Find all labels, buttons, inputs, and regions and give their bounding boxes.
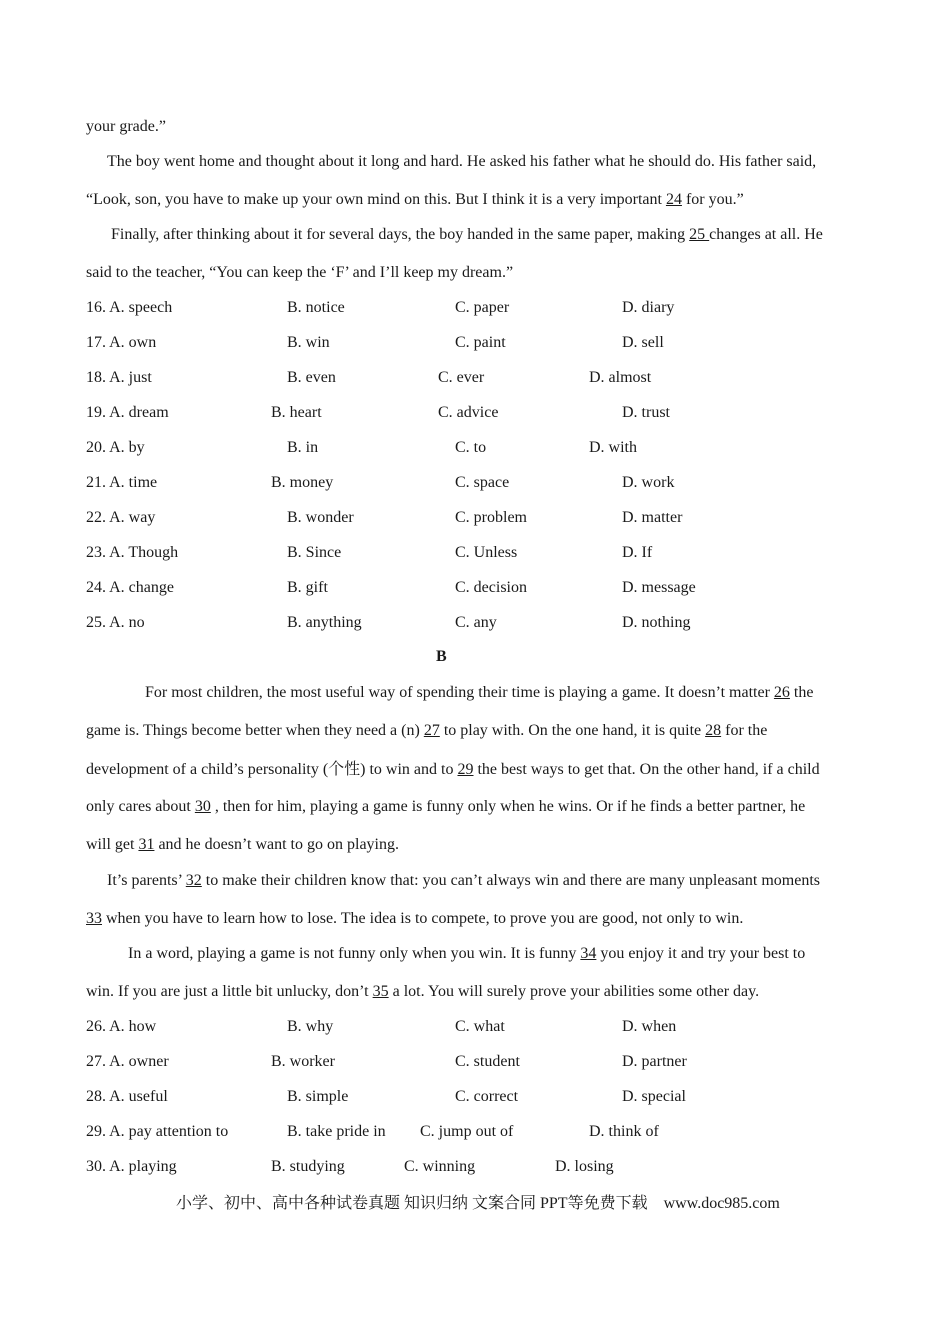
option-a: 19. A. dream [86,404,169,421]
section-heading: B [436,648,447,665]
passage-text: only cares about [86,798,195,815]
option-d: D. nothing [622,614,691,631]
option-d: D. with [589,439,637,456]
passage-text: the best ways to get that. On the other hand, if a child [473,761,820,778]
blank-number: 29 [457,761,474,778]
passage-text: will get [86,836,139,853]
page-footer: 小学、初中、高中各种试卷真题 知识归纳 文案合同 PPT等免费下载 www.doc985.com [176,1195,780,1212]
passage-text: when you have to learn how to lose. The idea is to compete, to prove you are good, not only to win. [102,910,744,927]
blank-number: 35 [372,983,389,1000]
option-b: B. notice [287,299,345,316]
option-a: 21. A. time [86,474,158,491]
option-a: 25. A. no [86,614,145,631]
option-b: B. Since [287,544,342,561]
option-c: C. student [455,1053,520,1070]
option-a: 29. A. pay attention to [86,1123,229,1140]
passage-text: It’s parents’ [107,872,186,889]
option-d: D. partner [622,1053,687,1070]
passage-text: game is. Things become better when they need a (n) [86,722,424,739]
passage-line [111,225,823,245]
option-b: B. win [287,334,330,351]
option-d: D. matter [622,509,683,526]
passage-line [86,982,759,1002]
option-a: 28. A. useful [86,1088,168,1105]
passage-text: changes at all. He [709,226,823,243]
passage-text: , then for him, playing a game is funny only when he wins. Or if he finds a better partner, he [210,798,806,815]
option-c: C. any [455,614,497,631]
passage-line [86,797,805,817]
passage-line [86,263,513,283]
passage-text: for you.” [681,191,744,208]
blank-number: 26 [773,684,790,701]
option-b: B. gift [287,579,328,596]
option-c: C. problem [455,509,527,526]
option-c: C. paper [455,299,510,316]
option-a: 27. A. owner [86,1053,169,1070]
option-a: 22. A. way [86,509,156,526]
passage-text: your grade.” [86,118,166,135]
passage-line [86,835,399,855]
option-d: D. work [622,474,675,491]
option-d: D. message [622,579,696,596]
passage-text: win. If you are just a little bit unlucky, don’t [86,983,373,1000]
option-c: C. to [455,439,487,456]
option-c: C. paint [455,334,506,351]
passage-text: to make their children know that: you can’t always win and there are many unpleasant moments [201,872,820,889]
option-c: C. jump out of [420,1123,514,1140]
option-c: C. what [455,1018,505,1035]
option-b: B. anything [287,614,362,631]
option-c: C. advice [438,404,499,421]
passage-line [145,683,813,703]
option-a: 17. A. own [86,334,157,351]
option-b: B. heart [271,404,322,421]
passage-line [86,760,820,780]
option-b: B. why [287,1018,334,1035]
blank-number: 31 [138,836,155,853]
option-b: B. studying [271,1158,345,1175]
option-c: C. winning [404,1158,476,1175]
option-a: 16. A. speech [86,299,173,316]
option-d: D. almost [589,369,652,386]
option-a: 18. A. just [86,369,152,386]
option-d: D. think of [589,1123,659,1140]
passage-text: said to the teacher, “You can keep the ‘F’ and I’ll keep my dream.” [86,264,514,281]
option-b: B. worker [271,1053,335,1070]
option-c: C. correct [455,1088,519,1105]
passage-text: Finally, after thinking about it for several days, the boy handed in the same paper, making [111,226,690,243]
passage-text: you enjoy it and try your best to [596,945,806,962]
option-a: 23. A. Though [86,544,179,561]
passage-line [86,117,166,137]
blank-number: 32 [185,872,202,889]
blank-number: 25 [689,226,710,243]
option-c: C. Unless [455,544,518,561]
blank-number: 34 [580,945,597,962]
option-d: D. special [622,1088,686,1105]
option-a: 30. A. playing [86,1158,177,1175]
passage-text: development of a child’s personality (个性) to win and to [86,761,458,778]
passage-text: the [789,684,814,701]
passage-text: for the [721,722,768,739]
option-d: D. losing [555,1158,614,1175]
passage-line [86,190,744,210]
option-c: C. decision [455,579,527,596]
option-b: B. wonder [287,509,354,526]
option-d: D. trust [622,404,670,421]
option-d: D. If [622,544,653,561]
passage-text: and he doesn’t want to go on playing. [154,836,399,853]
passage-line [86,909,743,929]
passage-text: For most children, the most useful way of spending their time is playing a game. It doesn’t matter [145,684,774,701]
passage-text: In a word, playing a game is not funny only when you win. It is funny [128,945,581,962]
option-d: D. sell [622,334,664,351]
passage-text: The boy went home and thought about it long and hard. He asked his father what he should do. His father said, [107,153,817,170]
passage-text: “Look, son, you have to make up your own mind on this. But I think it is a very important [86,191,666,208]
blank-number: 30 [194,798,211,815]
passage-line [107,152,816,172]
option-b: B. in [287,439,319,456]
option-a: 24. A. change [86,579,174,596]
option-b: B. take pride in [287,1123,386,1140]
passage-line [86,721,767,741]
option-d: D. when [622,1018,677,1035]
option-c: C. space [455,474,510,491]
passage-text: to play with. On the one hand, it is quite [439,722,706,739]
passage-text: a lot. You will surely prove your abilities some other day. [388,983,760,1000]
option-a: 26. A. how [86,1018,157,1035]
passage-line [107,871,820,891]
blank-number: 28 [705,722,722,739]
blank-number: 24 [665,191,682,208]
option-c: C. ever [438,369,485,386]
option-a: 20. A. by [86,439,145,456]
blank-number: 27 [423,722,440,739]
option-b: B. even [287,369,336,386]
blank-number: 33 [86,910,102,927]
option-b: B. money [271,474,334,491]
option-b: B. simple [287,1088,349,1105]
option-d: D. diary [622,299,675,316]
passage-line [128,944,805,964]
